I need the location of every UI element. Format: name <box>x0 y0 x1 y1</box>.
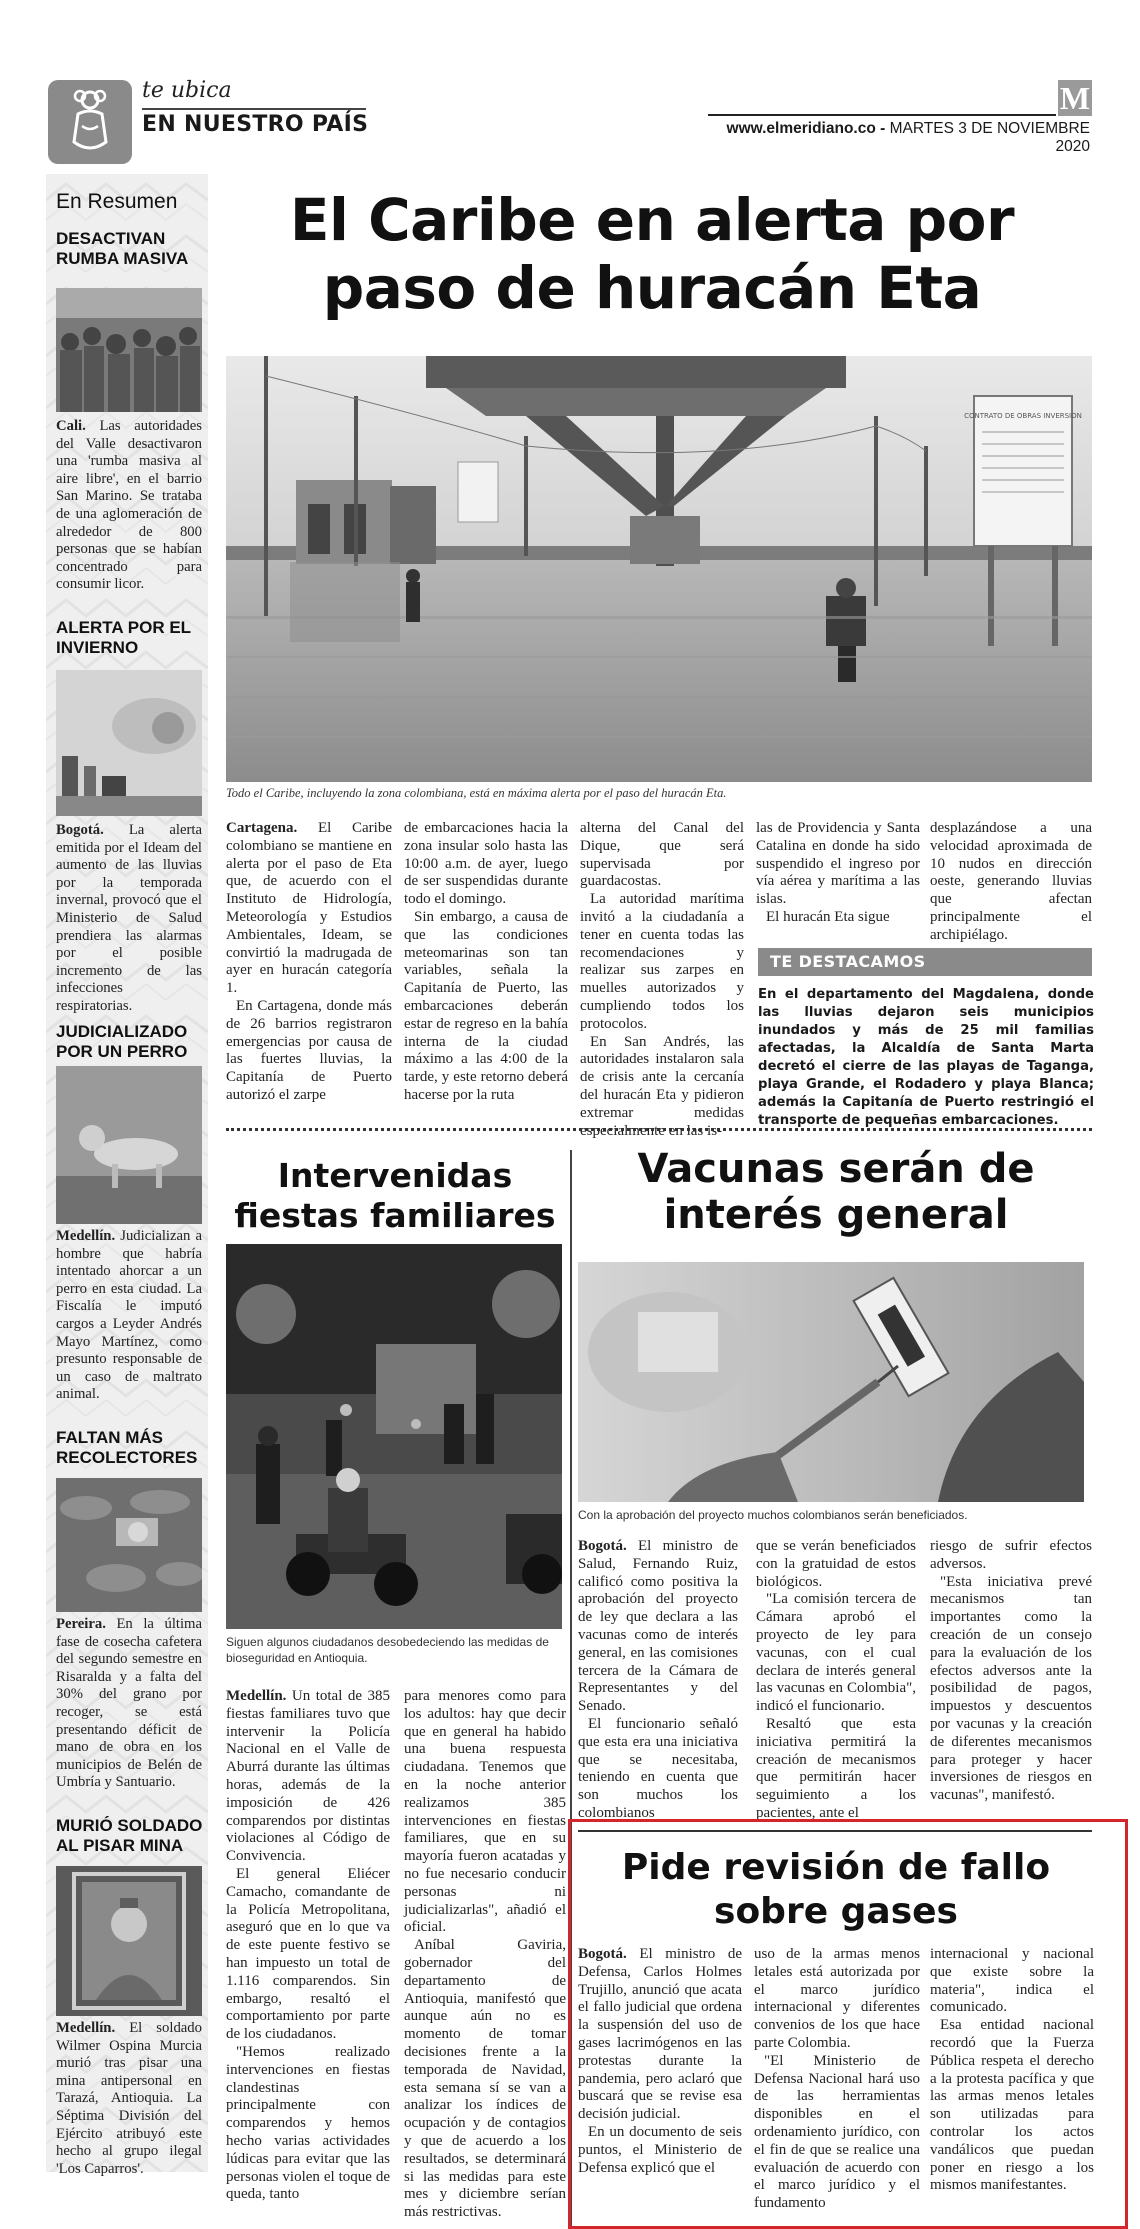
dateline: Bogotá. <box>56 822 104 838</box>
paragraph: La autoridad marítima invitó a la ciudadanía a tener en cuenta todas las recomendaciones y realizar sus zarpes en muelles autorizados y cumpliendo todos los protocolos. <box>580 891 744 1032</box>
vacunas-column-2 <box>756 1538 916 1823</box>
paragraph: El ministro de Defensa, Carlos Holmes Trujillo, anunció que acata el fallo judicial que ordena la suspensión del uso de gases lacrimógenos en las protestas durante la pandemia, pero aclaró que buscará que se revise esa decisión judicial. <box>578 1946 743 2123</box>
vacunas-column-3 <box>930 1538 1092 1805</box>
figurine-icon <box>48 80 132 164</box>
main-column-2 <box>404 820 568 1105</box>
sidebar-item-text <box>56 418 202 594</box>
paragraph: "Esta iniciativa prevé mecanismos tan importantes como la creación de un consejo para la evaluación de los efectos adversos ante la posibilidad de pagos, impuestos y descuentos por vacunas y la creación de diferentes mecanismos para proteger y hacer inversiones de riesgos en vacunas", manifestó. <box>930 1573 1092 1804</box>
destacamos-label: TE DESTACAMOS <box>758 948 1092 976</box>
sidebar-photo-perro <box>56 1066 202 1224</box>
gases-headline: Pide revisión de fallo sobre gases <box>621 1847 1051 1932</box>
sidebar-heading: MURIÓ SOLDADO AL PISAR MINA <box>56 1816 203 1855</box>
paragraph: El funcionario señaló que esta era una iniciativa que se necesitaba, teniendo en cuenta que son muchos los colombianos <box>578 1715 738 1821</box>
section-kicker: te ubica <box>142 78 232 103</box>
sidebar-body: Las autoridades del Valle desactivaron una 'rumba masiva al aire libre', en el barrio San Marino. Se trataba de una aglomeración de alrededor de 800 personas que se habían concentrado para consumir licor. <box>56 418 202 593</box>
vacunas-photo-caption: Con la aprobación del proyecto muchos colombianos serán beneficiados. <box>578 1508 968 1522</box>
paragraph: Resaltó que esta iniciativa permitirá la creación de mecanismos que permitirán hacer seguimiento a los pacientes, ante el <box>756 1715 916 1821</box>
main-headline: El Caribe en alerta por paso de huracán Eta <box>289 186 1015 322</box>
sidebar-item-text <box>56 822 202 1016</box>
main-column-5 <box>930 820 1092 945</box>
dateline: Bogotá. <box>578 1946 627 1962</box>
fiestas-column-1 <box>226 1688 390 2204</box>
paragraph: Esa entidad nacional recordó que la Fuerza Pública respeta el derecho a la protesta pacífica y que las armas menos letales son utilizadas para controlar los actos vandálicos que puedan poner en riesgo a los mismos manifestantes. <box>930 2017 1094 2194</box>
fiestas-photo <box>226 1244 562 1629</box>
fiestas-headline: Intervenidas fiestas familiares <box>234 1156 556 1235</box>
paragraph: El general Eliécer Camacho, comandante de la Policía Metropolitana, aseguró que en lo que va de este puente festivo se han impuesto un total de 1.116 comparendos. Sin embargo, resaltó el comportamiento por parte de los ciudadanos. <box>226 1865 390 2043</box>
sidebar-heading: ALERTA POR EL INVIERNO <box>56 618 191 657</box>
sidebar-item-text <box>56 1228 202 1404</box>
paragraph: riesgo de sufrir efectos adversos. <box>930 1538 1092 1572</box>
sidebar-heading: DESACTIVAN RUMBA MASIVA <box>56 229 189 268</box>
sidebar-photo-cafe <box>56 1478 202 1612</box>
gases-column-1 <box>578 1946 742 2177</box>
fiestas-photo-caption: Siguen algunos ciudadanos desobedeciendo las medidas de bioseguridad en Antioquia. <box>226 1635 549 1665</box>
paragraph: Aníbal Gaviria, gobernador del departamento de Antioquia, manifestó que aunque aún no es momento de tomar decisiones frente a la temporada de Navidad, esta semana sí se van a analizar los índices de ocupación y de contagios y que de acuerdo a los resultados, se determinará si las medidas para este mes y diciembre serían más restrictivas. <box>404 1937 566 2221</box>
dateline: Medellín. <box>56 1228 116 1244</box>
vacunas-column-1 <box>578 1538 738 1823</box>
sidebar-photo-soldado <box>56 1866 202 2016</box>
newspaper-logo: M <box>1059 80 1091 116</box>
sidebar-heading: JUDICIALIZADO POR UN PERRO <box>56 1022 188 1061</box>
vacunas-photo <box>578 1262 1084 1502</box>
site-line: www.elmeridiano.co - MARTES 3 DE NOVIEMBRE 2020 <box>726 120 1090 155</box>
paragraph: desplazándose a una velocidad aproximada de 10 nudos en dirección oeste, generando lluvias que afectan principalmente el archipiélago. <box>930 820 1092 943</box>
main-column-4 <box>756 820 920 927</box>
paragraph: uso de la armas menos letales está autorizada por el marco jurídico internacional y diferentes convenios de los que hace parte Colombia. <box>754 1946 920 2051</box>
sidebar-heading: FALTAN MÁS RECOLECTORES <box>56 1428 198 1467</box>
dateline: Bogotá. <box>578 1538 627 1554</box>
masthead-rule <box>708 114 1056 116</box>
paragraph: En un documento de seis puntos, el Ministerio de Defensa explicó que el <box>578 2123 742 2176</box>
paragraph: para menores como para los adultos: hay que decir que en general ha habido una buena respuesta ciudadana. Tenemos que en la noche anterior realizamos 385 intervenciones en fiestas familiares, que en su mayoría fueron acatadas y no fue necesario conducir personas ni judicializarlas", añadió el oficial. <box>404 1688 566 1936</box>
paragraph: El ministro de Salud, Fernando Ruiz, calificó como positiva la aprobación del proyecto de ley que declara a las vacunas como de interés general, en las comisiones tercera de la Cámara de Representantes y del Senado. <box>578 1538 738 1715</box>
paragraph: El Caribe colombiano se mantiene en alerta por el paso de Eta que, de acuerdo con el Instituto de Hidrología, Meteorología y Estudios Ambientales, Ideam, se convirtió la madrugada de ayer en huracán categoría 1. <box>226 820 392 997</box>
paragraph: Sin embargo, a causa de que las condiciones meteomarinas son tan variables, señala la Capitanía de Puerto, las embarcaciones deberán estar de regreso en la bahía interna de la ciudad máximo a las 4:00 de la tarde, y este retorno deberá hacerse por la ruta <box>404 908 568 1103</box>
paragraph: Un total de 385 fiestas familiares tuvo que intervenir la Policía Nacional en el Valle de Aburrá durante las últimas horas, además de la imposición de 426 comparendos por distintas violaciones al Código de Convivencia. <box>226 1688 390 1865</box>
paragraph: "Hemos realizado intervenciones en fiestas clandestinas principalmente con comparendos y hemos hecho varias actividades lúdicas para evitar que las personas violen el toque de queda, tanto <box>226 2043 390 2203</box>
main-column-1 <box>226 820 392 1105</box>
paragraph: En Cartagena, donde más de 26 barrios registraron emergencias por causa de las fuertes lluvias, la Capitanía de Puerto autorizó el zarpe <box>226 997 392 1103</box>
gases-column-3 <box>930 1946 1094 2195</box>
main-column-3 <box>580 820 744 1140</box>
paragraph: El huracán Eta sigue <box>766 908 890 925</box>
paragraph: "La comisión tercera de Cámara aprobó el proyecto de ley para vacunas, con el cual declara de interés general las vacunas en Colombia", indicó el funcionario. <box>756 1591 916 1715</box>
dateline: Pereira. <box>56 1616 106 1632</box>
dateline: Medellín. <box>56 2020 116 2036</box>
sidebar-item-text <box>56 1616 202 1792</box>
paragraph: En San Andrés, las autoridades instalaron sala de crisis ante la cercanía del huracán Eta y pidieron extremar medidas especialmente en las is- <box>580 1033 744 1139</box>
sidebar-photo-invierno <box>56 670 202 816</box>
sidebar-photo-rumba <box>56 288 202 412</box>
sidebar-body: La alerta emitida por el Ideam del aumento de las lluvias por la temporada invernal, provocó que el Ministerio de Salud prendiera las alarmas por el posible incremento de las infecciones respiratorias. <box>56 822 202 1014</box>
paragraph: internacional y nacional que existe sobre la materia", indica el comunicado. <box>930 1946 1094 2016</box>
dateline: Cali. <box>56 418 86 434</box>
sidebar-body: El soldado Wilmer Ospina Murcia murió tras pisar una mina antipersonal en Tarazá, Antioquia. La Séptima División del Ejército atribuyó este hecho al grupo ilegal 'Los Caparros'. <box>56 2020 202 2177</box>
gases-column-2 <box>754 1946 920 2213</box>
vacunas-headline: Vacunas serán de interés general <box>637 1146 1035 1238</box>
sidebar-title: En Resumen <box>56 190 178 213</box>
fiestas-column-2 <box>404 1688 566 2222</box>
destacamos-text: En el departamento del Magdalena, donde las lluvias dejaron seis municipios inundados y más de 25 mil familias afectadas, la Alcaldía de Santa Marta decretó el cierre de las playas de Taganga, playa Grande, el Rodadero y playa Blanca; además la Capitanía de Puerto restringió el transporte de pequeñas embarcaciones. <box>758 987 1094 1128</box>
paragraph: que se verán beneficiados con la gratuidad de estos biológicos. <box>756 1538 916 1590</box>
main-photo-flood <box>226 356 1092 782</box>
main-photo-caption: Todo el Caribe, incluyendo la zona colombiana, está en máxima alerta por el paso del huracán Eta. <box>226 786 727 800</box>
sidebar-body: En la última fase de cosecha cafetera del segundo semestre en Risaralda y a falta del 30% del grano por recoger, se está presentando déficit de mano de obra en los municipios de Belén de Umbría y Santuario. <box>56 1616 203 1791</box>
sidebar-body: Judicializan a hombre que habría intentado ahorcar a un perro en esta ciudad. La Fiscalía le imputó cargos a Leyder Andrés Mayo Martínez, como presunto responsable de un caso de maltrato animal. <box>56 1228 203 1403</box>
paragraph: de embarcaciones hacia la zona insular solo hasta las 10:00 a.m. de ayer, luego de ser suspendidas durante todo el domingo. <box>404 820 568 908</box>
section-logo <box>48 80 132 164</box>
section-divider <box>226 1128 1092 1131</box>
paragraph: las de Providencia y Santa Catalina en donde ha sido suspendido el ingreso por vía aérea y marítima a las islas. <box>756 820 920 908</box>
dateline: Cartagena. <box>226 820 298 836</box>
sign-text: CONTRATO DE OBRAS INVERSION <box>964 412 1082 420</box>
section-name: EN NUESTRO PAÍS <box>142 112 369 137</box>
kicker-rule <box>142 108 366 110</box>
issue-date: MARTES 3 DE NOVIEMBRE 2020 <box>889 120 1090 155</box>
site-url[interactable]: www.elmeridiano.co <box>726 120 876 137</box>
paragraph: "El Ministerio de Defensa Nacional hará uso de las herramientas disponibles en el ordenamiento jurídico, con el fin de que se realice una evaluación de acuerdo con el marco jurídico y el fundamento <box>754 2052 920 2212</box>
dateline: Medellín. <box>226 1688 287 1704</box>
gases-top-rule <box>578 1830 1092 1832</box>
paragraph: alterna del Canal del Dique, que será supervisada por guardacostas. <box>580 820 744 890</box>
sidebar-item-text <box>56 2020 202 2178</box>
